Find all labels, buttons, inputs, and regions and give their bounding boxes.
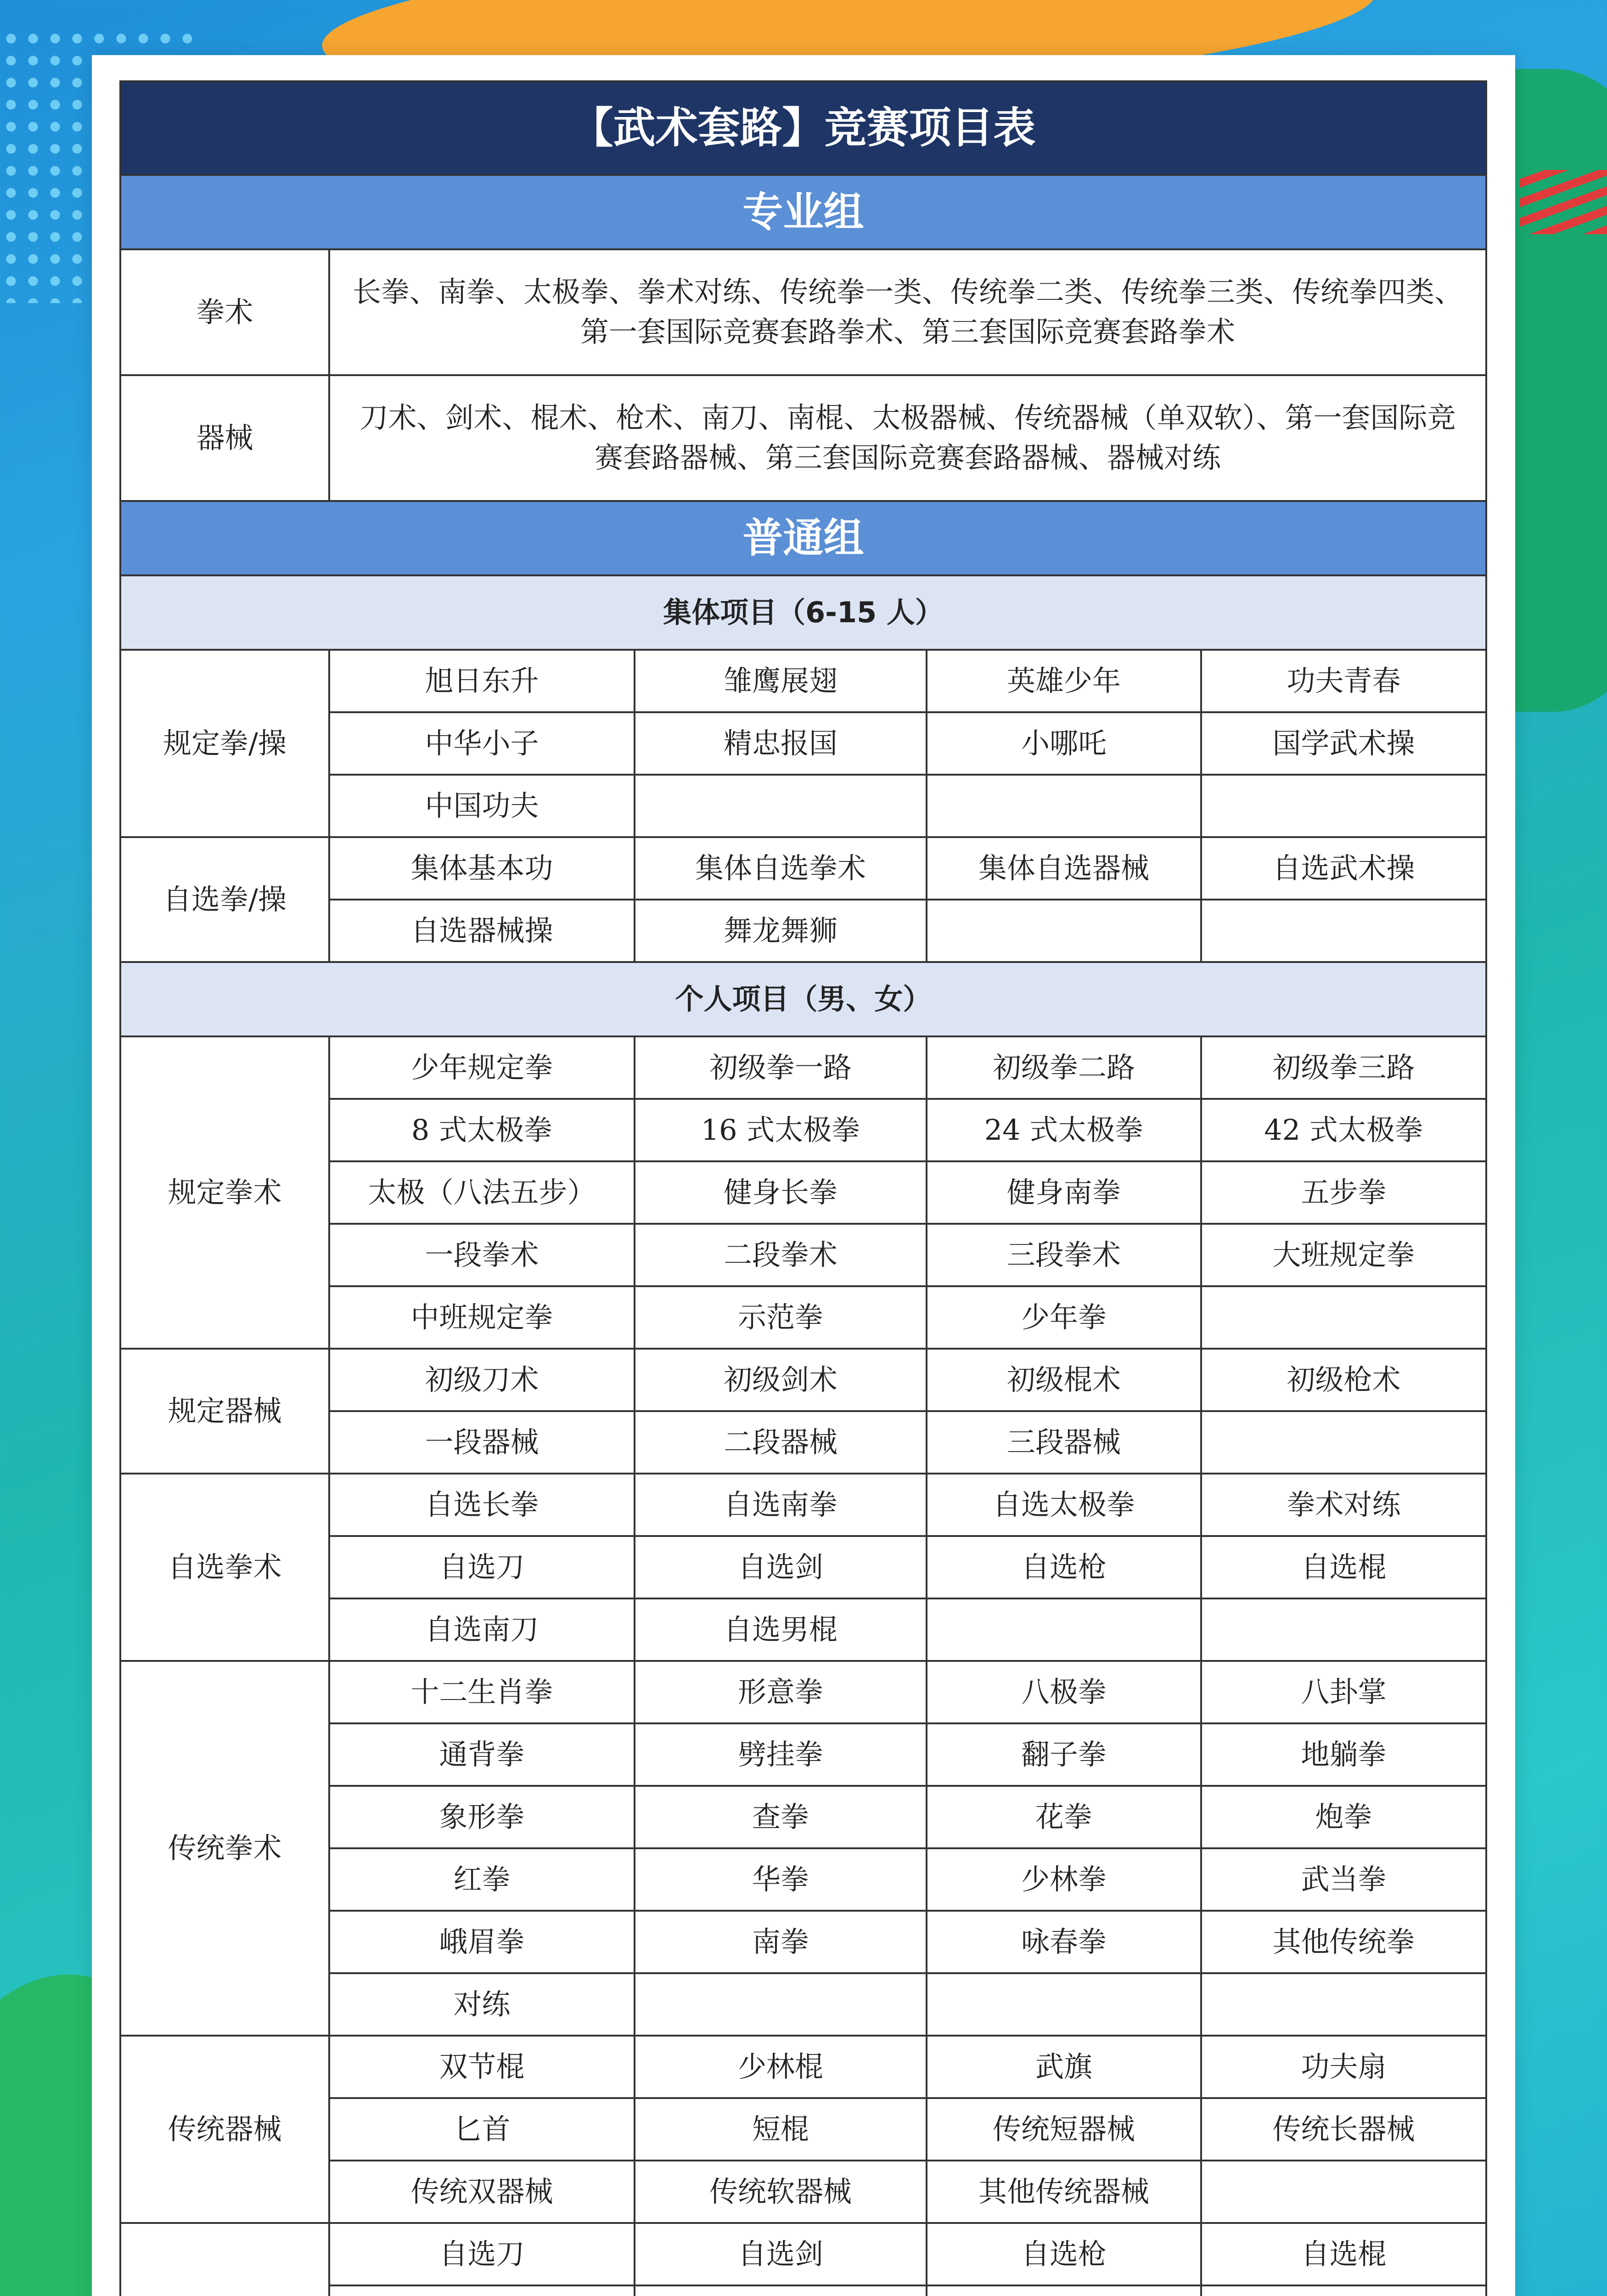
event-cell	[1201, 2161, 1486, 2223]
event-cell	[329, 2285, 635, 2296]
event-cell	[1201, 775, 1486, 837]
event-cell: 武当拳	[1201, 1848, 1486, 1911]
event-cell: 华拳	[635, 1848, 927, 1911]
event-cell: 十二生肖拳	[329, 1661, 635, 1723]
event-cell: 通背拳	[329, 1723, 635, 1786]
event-cell: 红拳	[329, 1848, 635, 1911]
table-row	[120, 837, 1486, 900]
event-cell: 功夫扇	[1201, 2036, 1486, 2098]
event-cell: 42 式太极拳	[1201, 1099, 1486, 1161]
event-cell: 健身长拳	[635, 1161, 927, 1224]
event-cell: 初级剑术	[635, 1349, 927, 1411]
event-cell	[1201, 1411, 1486, 1474]
event-cell	[635, 1973, 927, 2036]
category-label: 规定拳/操	[120, 650, 329, 837]
category-events-text: 长拳、南拳、太极拳、拳术对练、传统拳一类、传统拳二类、传统拳三类、传统拳四类、第一套国际竞赛套路拳术、第三套国际竞赛套路拳术	[329, 249, 1486, 375]
event-cell	[1201, 900, 1486, 962]
event-cell: 自选刀	[329, 2223, 635, 2285]
event-cell: 少林棍	[635, 2036, 927, 2098]
event-cell: 健身南拳	[927, 1161, 1201, 1224]
event-cell: 劈挂拳	[635, 1723, 927, 1786]
event-cell: 少林拳	[927, 1848, 1201, 1911]
event-cell: 短棍	[635, 2098, 927, 2161]
event-cell: 拳术对练	[1201, 1474, 1486, 1536]
event-cell: 地躺拳	[1201, 1723, 1486, 1786]
event-cell: 中华小子	[329, 712, 635, 775]
event-cell: 初级棍术	[927, 1349, 1201, 1411]
event-cell	[1201, 1286, 1486, 1349]
event-cell: 五步拳	[1201, 1161, 1486, 1224]
table-row	[120, 2036, 1486, 2098]
event-cell: 雏鹰展翅	[635, 650, 927, 712]
event-cell: 峨眉拳	[329, 1911, 635, 1973]
event-cell	[635, 2285, 927, 2296]
event-cell: 自选枪	[927, 2223, 1201, 2285]
table-row	[120, 1036, 1486, 1099]
event-cell: 旭日东升	[329, 650, 635, 712]
event-cell	[927, 2285, 1201, 2296]
event-cell: 炮拳	[1201, 1786, 1486, 1848]
category-label: 传统器械	[120, 2036, 329, 2223]
event-cell: 匕首	[329, 2098, 635, 2161]
event-cell: 传统长器械	[1201, 2098, 1486, 2161]
event-cell: 形意拳	[635, 1661, 927, 1723]
event-cell: 舞龙舞狮	[635, 900, 927, 962]
event-cell: 查拳	[635, 1786, 927, 1848]
event-cell: 自选棍	[1201, 2223, 1486, 2285]
event-cell	[1201, 1973, 1486, 2036]
event-cell: 少年规定拳	[329, 1036, 635, 1099]
event-cell	[927, 1973, 1201, 2036]
event-cell: 双节棍	[329, 2036, 635, 2098]
event-cell: 16 式太极拳	[635, 1099, 927, 1161]
event-cell	[635, 775, 927, 837]
event-cell: 国学武术操	[1201, 712, 1486, 775]
competition-events-table	[119, 80, 1487, 2296]
event-cell: 传统双器械	[329, 2161, 635, 2223]
table-row	[120, 650, 1486, 712]
event-cell: 自选长拳	[329, 1474, 635, 1536]
event-cell	[927, 900, 1201, 962]
event-cell: 集体自选器械	[927, 837, 1201, 900]
event-cell: 咏春拳	[927, 1911, 1201, 1973]
title-row	[120, 81, 1486, 175]
event-cell: 初级拳二路	[927, 1036, 1201, 1099]
event-cell: 自选南刀	[329, 1598, 635, 1661]
event-cell: 初级刀术	[329, 1349, 635, 1411]
event-cell	[1201, 2285, 1486, 2296]
event-cell: 八卦掌	[1201, 1661, 1486, 1723]
event-cell: 自选刀	[329, 1536, 635, 1598]
event-cell: 集体基本功	[329, 837, 635, 900]
event-cell: 集体自选拳术	[635, 837, 927, 900]
event-cell: 自选武术操	[1201, 837, 1486, 900]
event-cell: 自选枪	[927, 1536, 1201, 1598]
event-cell: 二段拳术	[635, 1224, 927, 1286]
event-cell: 精忠报国	[635, 712, 927, 775]
event-cell	[927, 1598, 1201, 1661]
event-cell: 二段器械	[635, 1411, 927, 1474]
event-cell: 武旗	[927, 2036, 1201, 2098]
section-row	[120, 175, 1486, 249]
event-cell: 英雄少年	[927, 650, 1201, 712]
event-cell: 少年拳	[927, 1286, 1201, 1349]
event-cell: 太极（八法五步）	[329, 1161, 635, 1224]
category-events-text: 刀术、剑术、棍术、枪术、南刀、南棍、太极器械、传统器械（单双软）、第一套国际竞赛套路器械、第三套国际竞赛套路器械、器械对练	[329, 375, 1486, 501]
event-cell: 初级拳一路	[635, 1036, 927, 1099]
event-cell: 中国功夫	[329, 775, 635, 837]
event-cell: 自选剑	[635, 1536, 927, 1598]
category-label: 自选拳/操	[120, 837, 329, 962]
subsection-header-group: 集体项目（6-15 人）	[120, 575, 1486, 650]
competition-table-card	[92, 55, 1515, 2296]
event-cell: 南拳	[635, 1911, 927, 1973]
event-cell: 自选男棍	[635, 1598, 927, 1661]
event-cell: 一段器械	[329, 1411, 635, 1474]
event-cell: 对练	[329, 1973, 635, 2036]
event-cell: 三段拳术	[927, 1224, 1201, 1286]
category-label: 规定器械	[120, 1349, 329, 1474]
table-row	[120, 2223, 1486, 2285]
table-row	[120, 1474, 1486, 1536]
subsection-row	[120, 962, 1486, 1036]
event-cell: 24 式太极拳	[927, 1099, 1201, 1161]
subsection-header-individual: 个人项目（男、女）	[120, 962, 1486, 1036]
event-cell: 翻子拳	[927, 1723, 1201, 1786]
event-cell: 一段拳术	[329, 1224, 635, 1286]
event-cell: 自选器械操	[329, 900, 635, 962]
table-row	[120, 1349, 1486, 1411]
event-cell: 初级枪术	[1201, 1349, 1486, 1411]
table-row	[120, 249, 1486, 375]
category-label: 器械	[120, 375, 329, 501]
event-cell: 传统软器械	[635, 2161, 927, 2223]
event-cell: 其他传统器械	[927, 2161, 1201, 2223]
event-cell: 其他传统拳	[1201, 1911, 1486, 1973]
category-label	[120, 2223, 329, 2296]
section-header-professional: 专业组	[120, 175, 1486, 249]
page-title: 【武术套路】竞赛项目表	[120, 81, 1486, 175]
subsection-row	[120, 575, 1486, 650]
event-cell: 中班规定拳	[329, 1286, 635, 1349]
category-label: 自选拳术	[120, 1474, 329, 1661]
event-cell: 小哪吒	[927, 712, 1201, 775]
background-red-stripes	[1520, 170, 1607, 234]
event-cell: 三段器械	[927, 1411, 1201, 1474]
category-label: 拳术	[120, 249, 329, 375]
event-cell	[927, 775, 1201, 837]
section-row	[120, 501, 1486, 575]
event-cell: 自选太极拳	[927, 1474, 1201, 1536]
section-header-general: 普通组	[120, 501, 1486, 575]
table-row	[120, 1661, 1486, 1723]
event-cell: 自选剑	[635, 2223, 927, 2285]
event-cell: 8 式太极拳	[329, 1099, 635, 1161]
event-cell: 示范拳	[635, 1286, 927, 1349]
table-row	[120, 375, 1486, 501]
event-cell: 自选南拳	[635, 1474, 927, 1536]
event-cell: 大班规定拳	[1201, 1224, 1486, 1286]
event-cell	[1201, 1598, 1486, 1661]
event-cell: 八极拳	[927, 1661, 1201, 1723]
event-cell: 自选棍	[1201, 1536, 1486, 1598]
event-cell: 传统短器械	[927, 2098, 1201, 2161]
event-cell: 功夫青春	[1201, 650, 1486, 712]
category-label: 规定拳术	[120, 1036, 329, 1349]
category-label: 传统拳术	[120, 1661, 329, 2036]
event-cell: 花拳	[927, 1786, 1201, 1848]
event-cell: 象形拳	[329, 1786, 635, 1848]
event-cell: 初级拳三路	[1201, 1036, 1486, 1099]
